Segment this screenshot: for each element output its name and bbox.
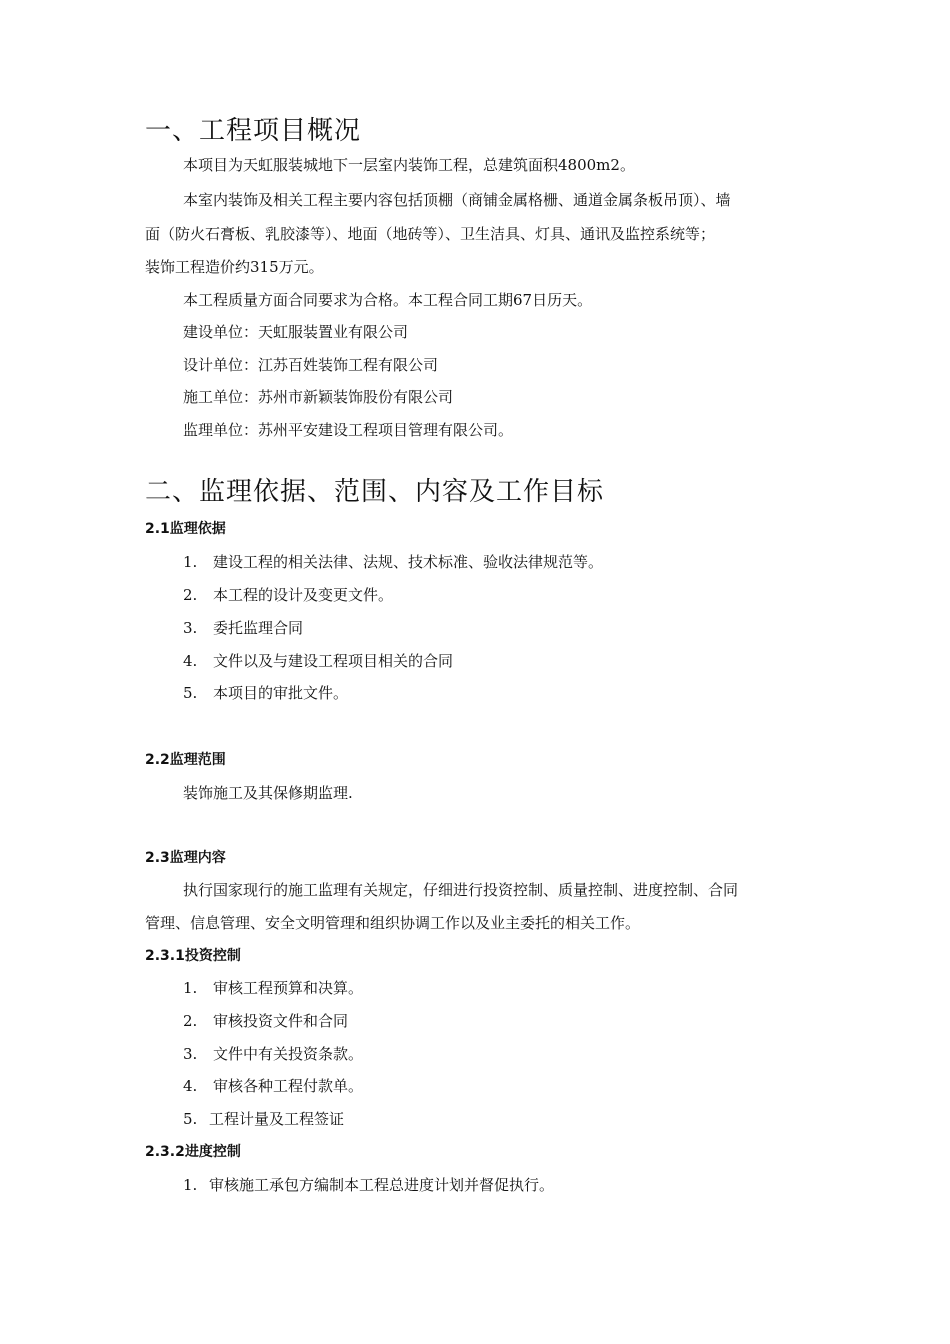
supervision-scope-text: 装饰施工及其保修期监理. bbox=[183, 784, 353, 802]
quality-duration-paragraph: 本工程质量方面合同要求为合格。本工程合同工期67日历天。 bbox=[183, 291, 593, 309]
list-item: 5. 工程计量及工程签证 bbox=[183, 1110, 345, 1128]
list-item: 4. 审核各种工程付款单。 bbox=[183, 1077, 364, 1095]
supervision-content-line-1: 执行国家现行的施工监理有关规定，仔细进行投资控制、质量控制、进度控制、合同 bbox=[183, 881, 739, 899]
list-item: 1. 审核工程预算和决算。 bbox=[183, 979, 364, 997]
subsection-2-3-2-heading: 2.3.2进度控制 bbox=[145, 1144, 241, 1160]
supervisor-unit: 监理单位：苏州平安建设工程项目管理有限公司。 bbox=[183, 421, 514, 439]
subsection-2-3-1-heading: 2.3.1投资控制 bbox=[145, 948, 241, 964]
list-item: 1. 建设工程的相关法律、法规、技术标准、验收法律规范等。 bbox=[183, 553, 604, 571]
list-item: 5. 本项目的审批文件。 bbox=[183, 684, 349, 702]
subsection-2-3-heading: 2.3监理内容 bbox=[145, 850, 226, 866]
list-item: 3. 委托监理合同 bbox=[183, 619, 304, 637]
list-item: 3. 文件中有关投资条款。 bbox=[183, 1045, 364, 1063]
supervision-content-line-2: 管理、信息管理、安全文明管理和组织协调工作以及业主委托的相关工作。 bbox=[145, 914, 641, 932]
contractor-unit: 施工单位：苏州市新颖装饰股份有限公司 bbox=[183, 388, 454, 406]
owner-unit: 建设单位：天虹服装置业有限公司 bbox=[183, 323, 409, 341]
section-1-heading: 一、工程项目概况 bbox=[145, 116, 362, 146]
subsection-2-2-heading: 2.2监理范围 bbox=[145, 752, 226, 768]
designer-unit: 设计单位：江苏百姓装饰工程有限公司 bbox=[183, 356, 439, 374]
scope-paragraph-line-3: 装饰工程造价约315万元。 bbox=[145, 258, 324, 276]
list-item: 2. 审核投资文件和合同 bbox=[183, 1012, 349, 1030]
subsection-2-1-heading: 2.1监理依据 bbox=[145, 521, 226, 537]
list-item: 4. 文件以及与建设工程项目相关的合同 bbox=[183, 652, 454, 670]
scope-paragraph-line-2: 面（防火石膏板、乳胶漆等）、地面（地砖等）、卫生洁具、灯具、通讯及监控系统等； bbox=[145, 225, 716, 243]
scope-paragraph-line-1: 本室内装饰及相关工程主要内容包括顶棚（商铺金属格栅、通道金属条板吊顶）、墙 bbox=[183, 191, 731, 209]
project-area-paragraph: 本项目为天虹服装城地下一层室内装饰工程，总建筑面积4800m2。 bbox=[183, 156, 635, 174]
section-2-heading: 二、监理依据、范围、内容及工作目标 bbox=[145, 477, 605, 507]
list-item: 1. 审核施工承包方编制本工程总进度计划并督促执行。 bbox=[183, 1176, 555, 1194]
list-item: 2. 本工程的设计及变更文件。 bbox=[183, 586, 394, 604]
